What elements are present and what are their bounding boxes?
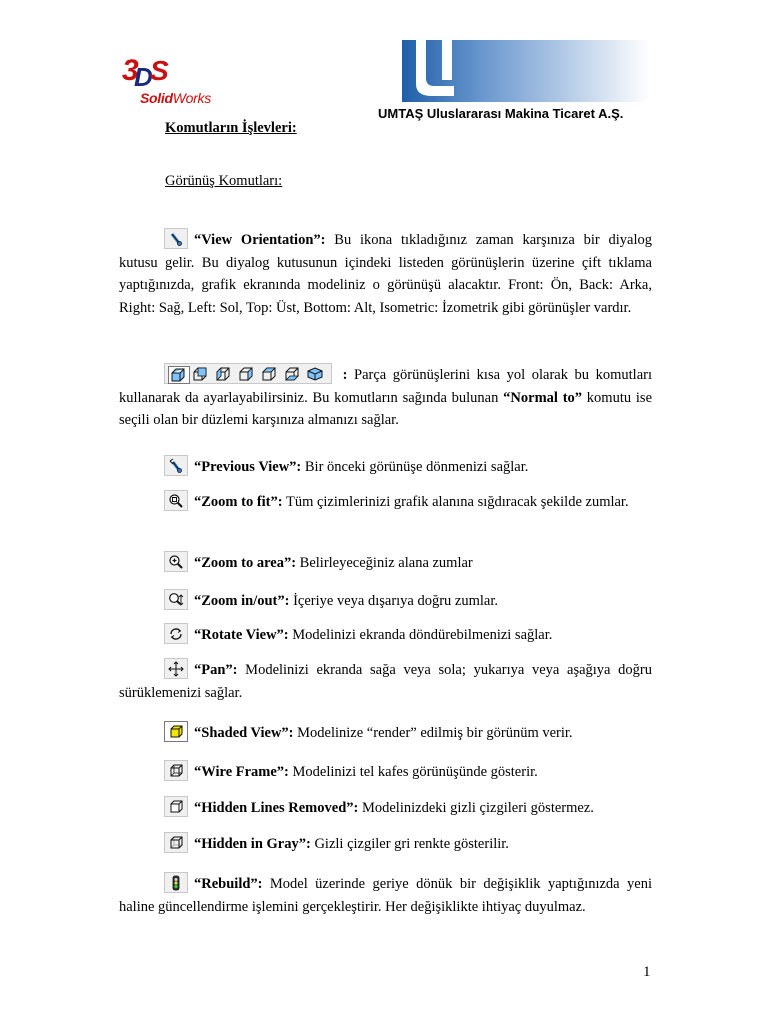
solidworks-logo (120, 50, 220, 112)
rotate-view-icon (164, 623, 188, 644)
bottom-view-icon (283, 366, 303, 382)
item-hidden-in-gray: “Hidden in Gray”: Gizli çizgiler gri renkte gösterilir. (119, 832, 652, 856)
solidworks-wordmark: SolidWorks (140, 90, 211, 106)
item-zoom-to-fit: “Zoom to fit”: Tüm çizimlerinizi grafik alanına sığdıracak şekilde zumlar. (119, 490, 652, 514)
shaded-view-icon (164, 721, 188, 742)
term: : (336, 367, 348, 383)
company-name: UMTAŞ Uluslararası Makina Ticaret A.Ş. (378, 106, 624, 121)
term: “Wire Frame”: (194, 764, 289, 780)
back-view-icon (191, 366, 211, 382)
item-zoom-in-out: “Zoom in/out”: İçeriye veya dışarıya doğru zumlar. (119, 589, 652, 613)
item-previous-view: “Previous View”: Bir önceki görünüşe dönmenizi sağlar. (119, 455, 652, 479)
svg-text:3: 3 (122, 54, 139, 87)
term: “Zoom to fit”: (194, 494, 283, 510)
previous-view-icon (164, 455, 188, 476)
term: “Previous View”: (194, 459, 302, 475)
left-view-icon (214, 366, 234, 382)
rebuild-icon (164, 872, 188, 893)
svg-text:S: S (150, 55, 169, 86)
term: “Hidden Lines Removed”: (194, 800, 359, 816)
zoom-in-out-icon (164, 589, 188, 610)
item-hidden-lines-removed: “Hidden Lines Removed”: Modelinizdeki gizli çizgileri göstermez. (119, 796, 652, 820)
zoom-to-area-icon (164, 551, 188, 572)
right-view-icon (237, 366, 257, 382)
top-view-icon (260, 366, 280, 382)
hidden-lines-removed-icon (164, 796, 188, 817)
item-zoom-to-area: “Zoom to area”: Belirleyeceğiniz alana zumlar (119, 551, 652, 575)
hidden-in-gray-icon (164, 832, 188, 853)
umtas-logo (402, 40, 650, 102)
description: Bu ikona tıkladığınız zaman karşınıza bir diyalog kutusu gelir. Bu diyalog kutusunun içindeki listeden görünüşlerin üzerine çift tıklama yaptığınızda, grafik ekranında modeliniz o görünüşü alacaktır. Front: Ön, Back: Arka, Right: Sağ, Left: Sol, Top: Üst, Bottom: Alt, Isometric: İzometrik gibi görünüşler vardır. (119, 232, 652, 316)
term: “Hidden in Gray”: (194, 836, 311, 852)
term: “Rebuild”: (194, 876, 263, 892)
item-view-orientation (119, 228, 652, 319)
term: “Zoom to area”: (194, 555, 297, 571)
svg-text:D: D (134, 62, 153, 92)
isometric-view-icon (306, 366, 326, 382)
wire-frame-icon (164, 760, 188, 781)
section-subtitle: Görünüş Komutları: (165, 173, 283, 189)
page-title: Komutların İşlevleri: (165, 120, 297, 136)
solidworks-3ds-mark-icon (120, 50, 180, 94)
zoom-to-fit-icon (164, 490, 188, 511)
term: “Zoom in/out”: (194, 593, 290, 609)
item-wire-frame: “Wire Frame”: Modelinizi tel kafes görünüşünde gösterir. (119, 760, 652, 784)
item-pan: “Pan”: Modelinizi ekranda sağa veya sola; yukarıya veya aşağıya doğru sürüklemenizi sağlar. (119, 658, 652, 704)
term: “View Orientation”: (194, 232, 326, 248)
standard-views-toolbar (164, 363, 332, 384)
umtas-logo-mark-icon (402, 40, 650, 102)
term-normal-to: “Normal to” (503, 389, 583, 406)
term: “Pan”: (194, 662, 238, 678)
front-view-icon (168, 366, 190, 384)
page-number: 1 (643, 964, 651, 980)
item-shaded-view: “Shaded View”: Modelinize “render” edilmiş bir görünüm verir. (119, 721, 652, 745)
item-rotate-view: “Rotate View”: Modelinizi ekranda döndürebilmenizi sağlar. (119, 623, 652, 647)
term: “Rotate View”: (194, 627, 289, 643)
term: “Shaded View”: (194, 725, 294, 741)
item-standard-views: : Parça görünüşlerini kısa yol olarak bu komutları kullanarak da ayarlayabilirsiniz. Bu komutların sağında bulunan “Normal to” komutu ise seçili olan bir düzlemi karşınıza almanızı sağlar. (119, 363, 652, 432)
pan-icon (164, 658, 188, 679)
view-orientation-icon (164, 228, 188, 249)
item-rebuild: “Rebuild”: Model üzerinde geriye dönük bir değişiklik yaptığınızda yeni haline güncellendirme işlemini gerçekleştirir. Her değişiklikte ihtiyaç duyulmaz. (119, 872, 652, 918)
